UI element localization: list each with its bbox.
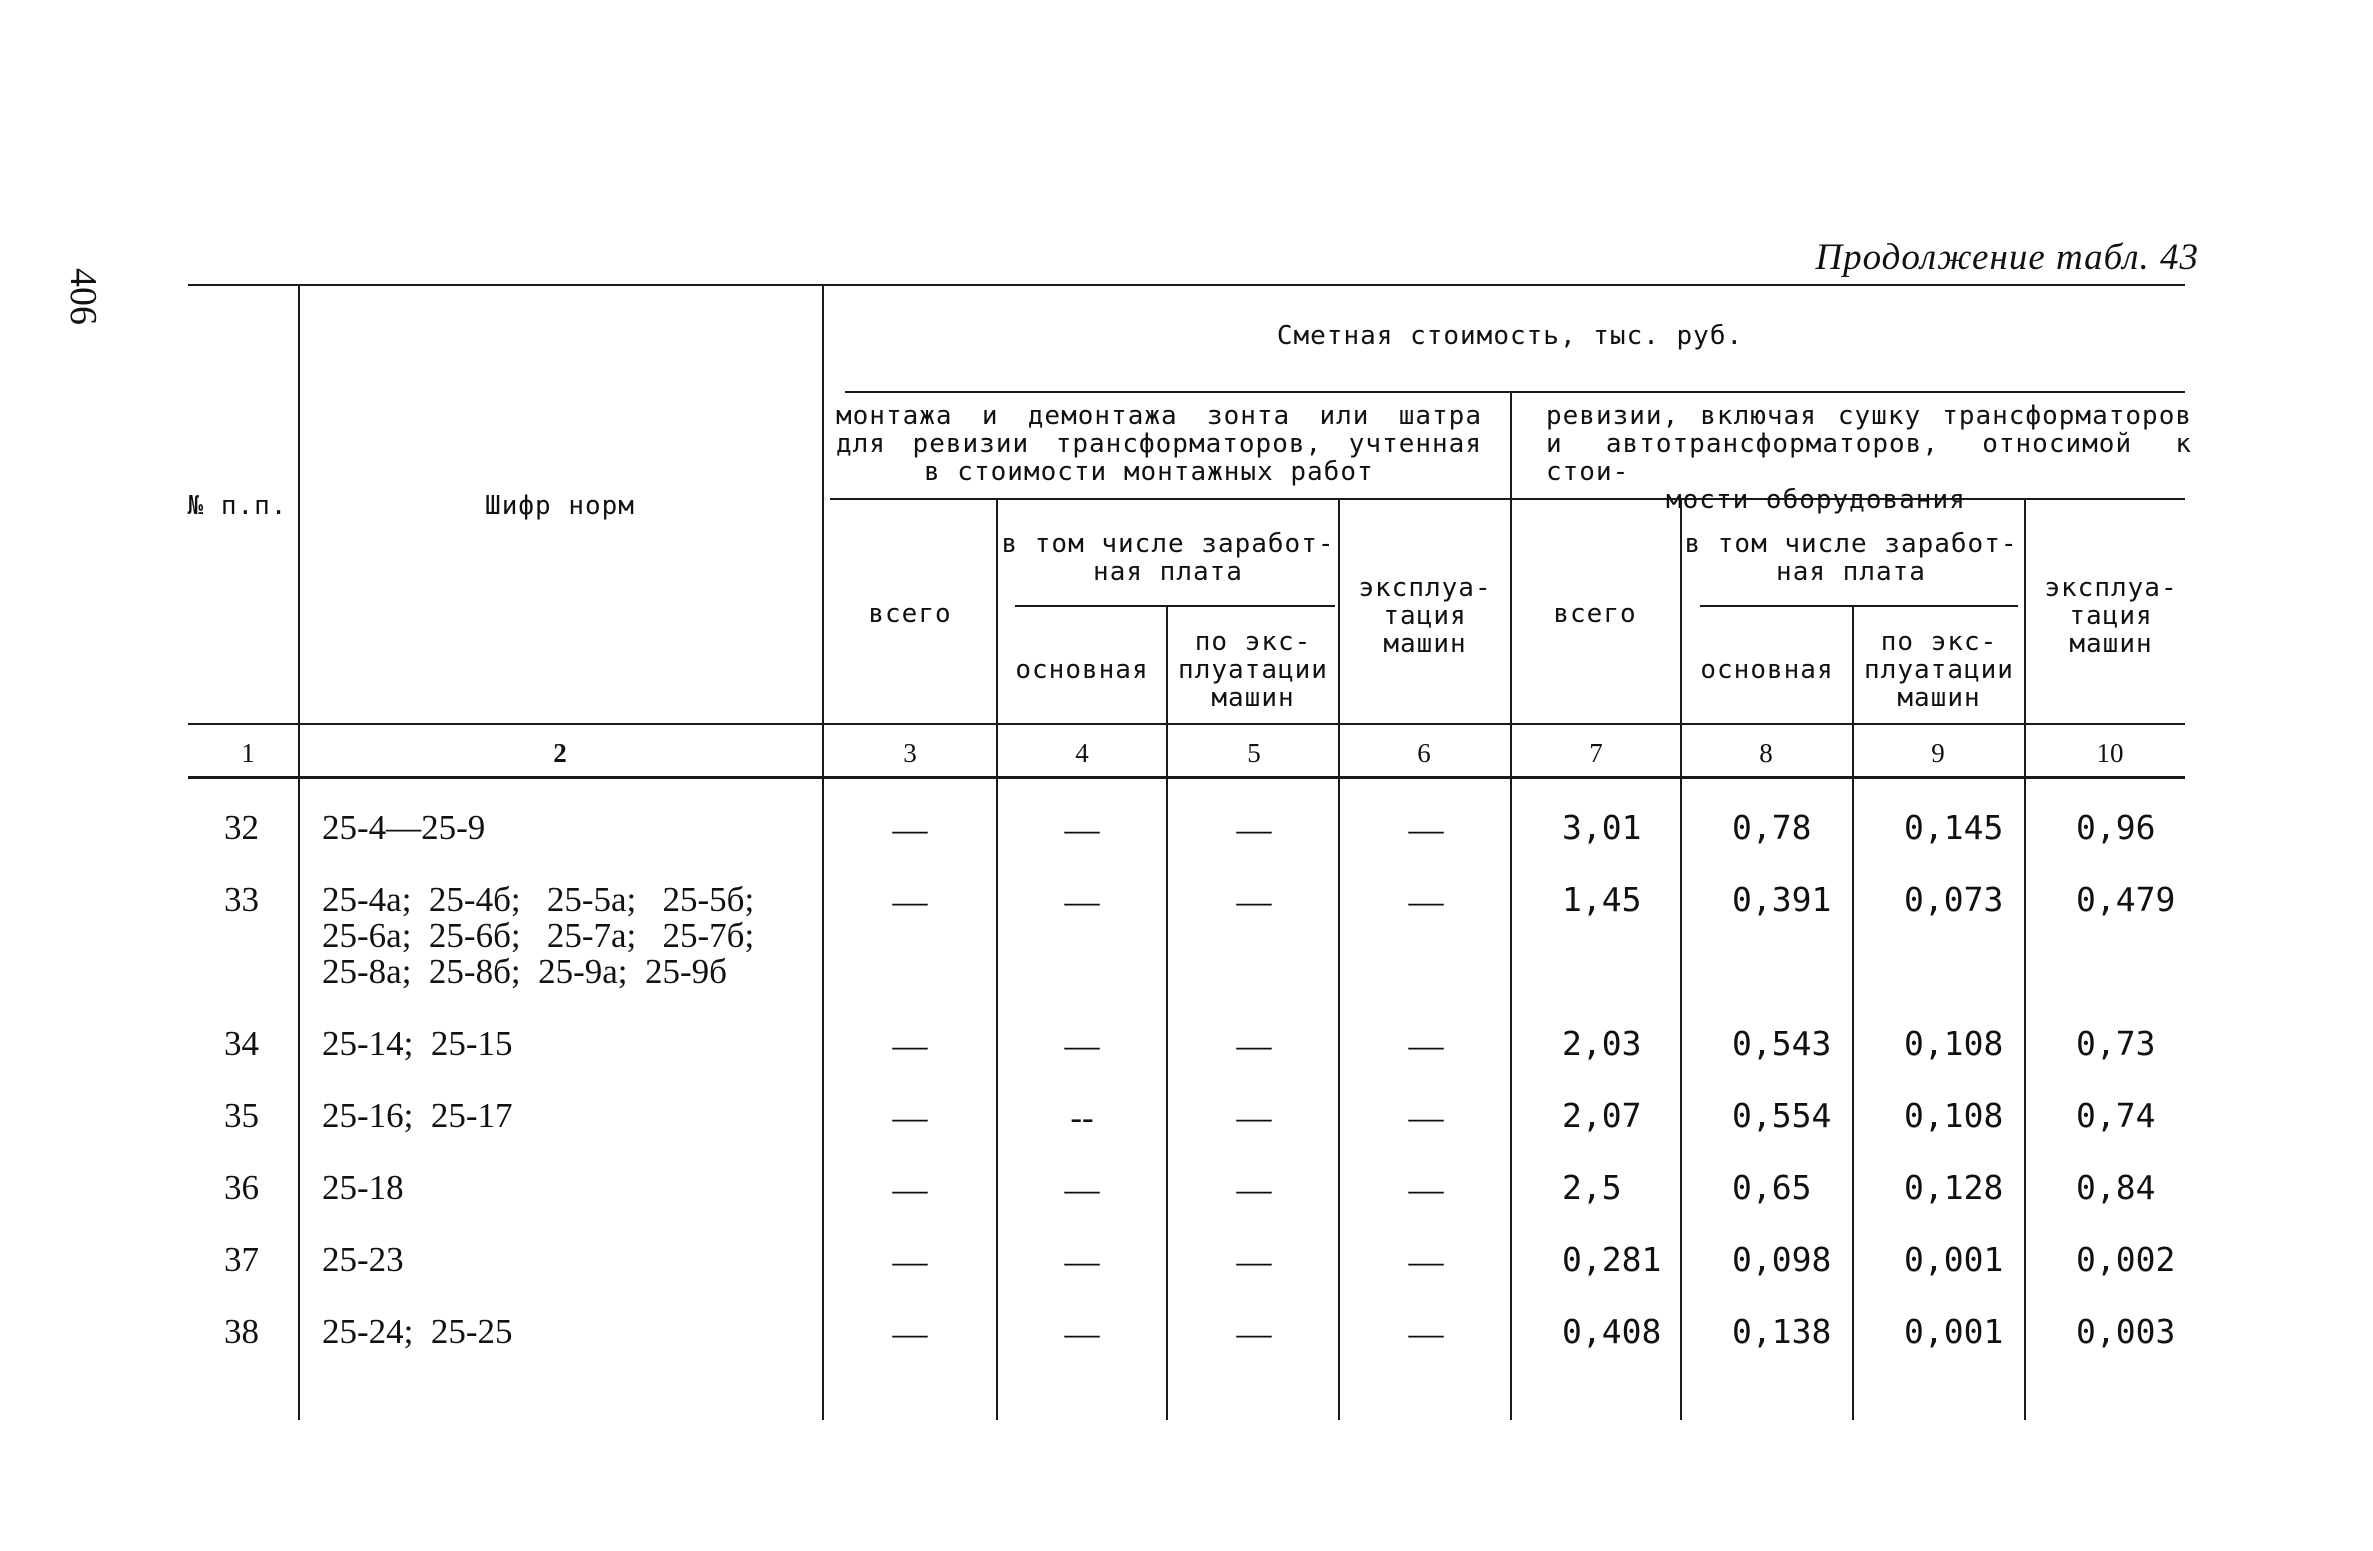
header-total-a: всего — [868, 599, 952, 629]
cost-value-a: — — [1236, 1098, 1272, 1137]
header-base-b: основная — [1700, 655, 1834, 685]
header-machine-wage-a — [1170, 628, 1336, 712]
cost-value-a: — — [1408, 1170, 1444, 1209]
header-machine-wage-line: по экс- — [1194, 627, 1312, 657]
header-group-b — [1546, 402, 2192, 514]
vline-2 — [822, 286, 824, 1420]
cost-value-b: 2,03 — [1562, 1024, 1642, 1063]
cost-value-b: 0,073 — [1904, 880, 2004, 919]
cost-value-a: — — [1064, 1170, 1100, 1209]
header-incl-wage-a — [1000, 530, 1336, 586]
col-number: 1 — [241, 738, 255, 768]
header-machine-ops-line: машин — [2069, 629, 2153, 659]
header-group-a-line: монтажа и демонтажа зонта или шатра — [836, 401, 1482, 431]
norm-code: 25-4а; 25-4б; 25-5а; 25-5б; — [322, 880, 755, 919]
cost-value-b: 2,5 — [1562, 1168, 1622, 1207]
cost-value-a: — — [892, 1242, 928, 1281]
header-incl-wage-line: ная плата — [1093, 557, 1243, 587]
row-number: 33 — [224, 880, 259, 919]
header-code: Шифр норм — [485, 491, 635, 521]
cost-value-b: 0,108 — [1904, 1096, 2004, 1135]
cost-value-b: 0,001 — [1904, 1312, 2004, 1351]
cost-value-b: 1,45 — [1562, 880, 1642, 919]
cost-value-a: -- — [1070, 1098, 1094, 1137]
cost-value-b: 0,108 — [1904, 1024, 2004, 1063]
header-incl-wage-line: в том числе заработ- — [1684, 529, 2018, 559]
norm-code: 25-8а; 25-8б; 25-9а; 25-9б — [322, 952, 727, 991]
header-incl-wage-line: ная плата — [1776, 557, 1926, 587]
cost-value-a: — — [1064, 1314, 1100, 1353]
header-group-a — [836, 402, 1482, 486]
header-machine-ops-line: тация — [2069, 601, 2153, 631]
cost-value-b: 0,098 — [1732, 1240, 1832, 1279]
header-total-b: всего — [1553, 599, 1637, 629]
cost-value-a: — — [892, 1314, 928, 1353]
header-machine-ops-line: эксплуа- — [1358, 573, 1492, 603]
cost-value-b: 0,78 — [1732, 808, 1812, 847]
vline-7 — [1680, 500, 1682, 1420]
cost-value-b: 0,96 — [2076, 808, 2156, 847]
rule-colnum-bottom — [188, 776, 2185, 779]
cost-value-b: 0,281 — [1562, 1240, 1662, 1279]
row-number: 35 — [224, 1096, 259, 1135]
cost-value-a: — — [1408, 810, 1444, 849]
norm-code: 25-14; 25-15 — [322, 1024, 513, 1063]
cost-value-b: 0,543 — [1732, 1024, 1832, 1063]
cost-value-b: 0,391 — [1732, 880, 1832, 919]
norm-code: 25-16; 25-17 — [322, 1096, 513, 1135]
header-group-b-line: ревизии, включая сушку трансформаторов — [1546, 401, 2192, 431]
header-base-a: основная — [1015, 655, 1149, 685]
header-group-b-line: мости оборудования — [1666, 485, 1966, 515]
header-machine-wage-line: плуатации — [1178, 655, 1328, 685]
cost-value-a: — — [1408, 1026, 1444, 1065]
header-group-a-line: для ревизии трансформаторов, учтенная — [836, 429, 1482, 459]
cost-value-b: 0,002 — [2076, 1240, 2176, 1279]
col-number: 7 — [1589, 738, 1603, 768]
norm-code: 25-6а; 25-6б; 25-7а; 25-7б; — [322, 916, 755, 955]
cost-value-a: — — [1236, 1026, 1272, 1065]
cost-value-a: — — [1236, 882, 1272, 921]
header-group-b-line: и автотрансформаторов, относимой к стои- — [1546, 429, 2192, 487]
cost-value-b: 0,138 — [1732, 1312, 1832, 1351]
cost-value-b: 0,554 — [1732, 1096, 1832, 1135]
cost-value-a: — — [1064, 1242, 1100, 1281]
cost-value-a: — — [1408, 882, 1444, 921]
page-number: 406 — [62, 268, 104, 325]
cost-value-b: 0,001 — [1904, 1240, 2004, 1279]
cost-value-a: — — [1408, 1098, 1444, 1137]
vline-1 — [298, 286, 300, 1420]
header-row-number: № п.п. — [187, 491, 288, 521]
vline-6 — [1510, 393, 1512, 1420]
cost-value-a: — — [1408, 1314, 1444, 1353]
header-machine-ops-line: машин — [1383, 629, 1467, 659]
vline-4 — [1166, 607, 1168, 1420]
row-number: 36 — [224, 1168, 259, 1207]
vline-8 — [1852, 607, 1854, 1420]
cost-value-b: 0,74 — [2076, 1096, 2156, 1135]
cost-value-b: 0,65 — [1732, 1168, 1812, 1207]
col-number: 4 — [1075, 738, 1089, 768]
cost-value-b: 0,479 — [2076, 880, 2176, 919]
norm-code: 25-18 — [322, 1168, 404, 1207]
cost-value-b: 0,003 — [2076, 1312, 2176, 1351]
col-number: 6 — [1417, 738, 1431, 768]
cost-value-a: — — [892, 882, 928, 921]
col-number: 9 — [1931, 738, 1945, 768]
rule-cost-title — [845, 391, 2185, 393]
col-number: 3 — [903, 738, 917, 768]
row-number: 32 — [224, 808, 259, 847]
cost-value-a: — — [1064, 810, 1100, 849]
cost-value-a: — — [892, 810, 928, 849]
row-number: 37 — [224, 1240, 259, 1279]
cost-value-b: 2,07 — [1562, 1096, 1642, 1135]
header-machine-wage-line: машин — [1211, 683, 1295, 713]
vline-5 — [1338, 500, 1340, 1420]
header-group-a-line: в стоимости монтажных работ — [924, 457, 1374, 487]
cost-value-b: 0,145 — [1904, 808, 2004, 847]
col-number: 2 — [553, 738, 567, 768]
header-machine-wage-b — [1856, 628, 2022, 712]
rule-top — [188, 284, 2185, 286]
cost-value-b: 0,84 — [2076, 1168, 2156, 1207]
header-machine-wage-line: машин — [1897, 683, 1981, 713]
cost-value-a: — — [892, 1098, 928, 1137]
header-machine-ops-line: тация — [1383, 601, 1467, 631]
norm-code: 25-23 — [322, 1240, 404, 1279]
vline-9 — [2024, 500, 2026, 1420]
cost-value-a: — — [1064, 1026, 1100, 1065]
cost-value-b: 0,408 — [1562, 1312, 1662, 1351]
col-number: 5 — [1247, 738, 1261, 768]
cost-value-a: — — [1236, 1314, 1272, 1353]
row-number: 34 — [224, 1024, 259, 1063]
header-machine-wage-line: по экс- — [1880, 627, 1998, 657]
cost-value-a: — — [1064, 882, 1100, 921]
cost-value-a: — — [1236, 1170, 1272, 1209]
col-number: 10 — [2096, 738, 2124, 768]
header-machine-wage-line: плуатации — [1864, 655, 2014, 685]
cost-value-a: — — [892, 1026, 928, 1065]
table-caption: Продолжение табл. 43 — [1815, 237, 2199, 278]
norm-code: 25-24; 25-25 — [322, 1312, 513, 1351]
header-incl-wage-line: в том числе заработ- — [1001, 529, 1335, 559]
norm-code: 25-4—25-9 — [322, 808, 486, 847]
cost-value-b: 3,01 — [1562, 808, 1642, 847]
cost-value-b: 0,128 — [1904, 1168, 2004, 1207]
row-number: 38 — [224, 1312, 259, 1351]
vline-3 — [996, 500, 998, 1420]
cost-value-b: 0,73 — [2076, 1024, 2156, 1063]
cost-value-a: — — [892, 1170, 928, 1209]
rule-wage-b — [1700, 605, 2018, 607]
rule-header-bottom — [188, 723, 2185, 725]
header-machine-ops-b — [2028, 574, 2194, 658]
cost-value-a: — — [1236, 1242, 1272, 1281]
header-machine-ops-line: эксплуа- — [2044, 573, 2178, 603]
cost-value-a: — — [1408, 1242, 1444, 1281]
rule-wage-a — [1015, 605, 1335, 607]
header-cost-title: Сметная стоимость, тыс. руб. — [1276, 321, 1744, 351]
header-machine-ops-a — [1342, 574, 1508, 658]
cost-value-a: — — [1236, 810, 1272, 849]
header-incl-wage-b — [1684, 530, 2018, 586]
col-number: 8 — [1759, 738, 1773, 768]
